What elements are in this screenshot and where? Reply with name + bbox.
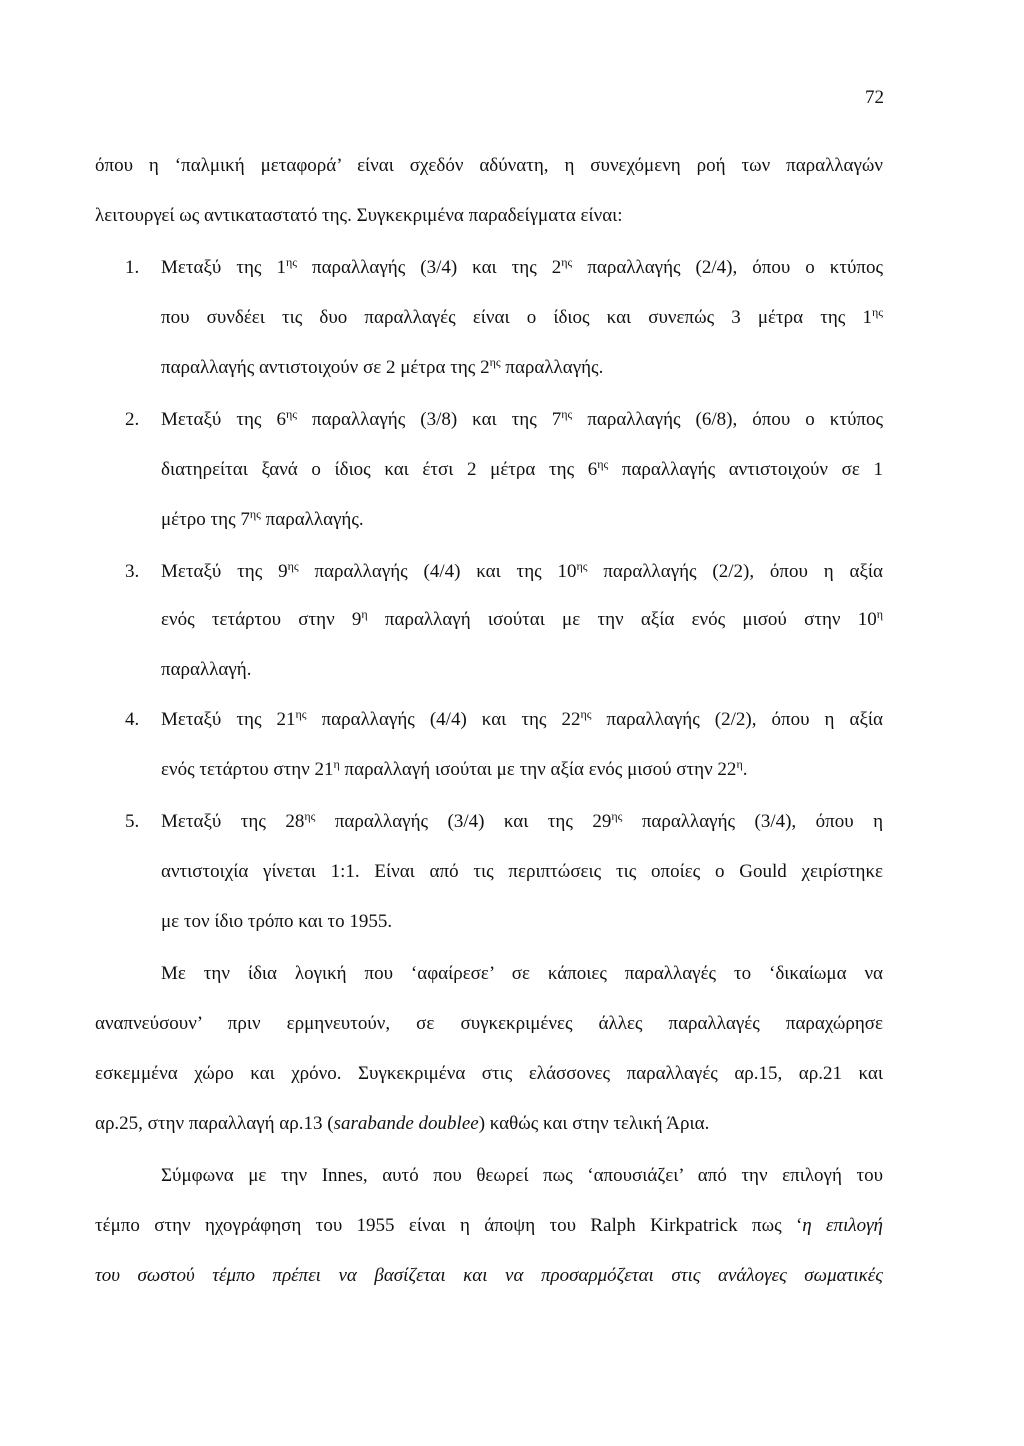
page-number: 72 <box>865 87 884 108</box>
paragraph-2-line-2: αναπνεύσουν’ πριν ερμηνευτούν, σε συγκεκριμένες άλλες παραλλαγές παραχώρησε <box>95 1013 883 1034</box>
paragraph-2-line-4: αρ.25, στην παραλλαγή αρ.13 (sarabande doublee) καθώς και στην τελική Άρια. <box>95 1113 710 1134</box>
paragraph-3-line-3: του σωστού τέμπο πρέπει να βασίζεται και να προσαρμόζεται στις ανάλογες σωματικές <box>95 1265 883 1286</box>
paragraph-3-line-2: τέμπο στην ηχογράφηση του 1955 είναι η άποψη του Ralph Kirkpatrick πως ‘η επιλογή <box>95 1215 883 1236</box>
list-item-number: 1. <box>125 257 140 278</box>
list-item-5-line-1: Μεταξύ της $28^{\eta\varsigma}$ παραλλαγής (3/4) και της $29^{\eta\varsigma}$ παραλλαγής (3/4), όπου η <box>161 810 883 832</box>
list-item-2-line-3: μέτρο της $7^{\eta\varsigma}$ παραλλαγής. <box>161 507 364 530</box>
list-item-3-line-3: παραλλαγή. <box>161 659 252 680</box>
list-item-number: 4. <box>125 709 140 730</box>
list-item-number: 5. <box>125 811 140 832</box>
list-item-number: 2. <box>125 409 140 430</box>
list-item-number: 3. <box>125 561 140 582</box>
paragraph-3-line-1: Σύμφωνα με την Innes, αυτό που θεωρεί πως ‘απουσιάζει’ από την επιλογή του <box>161 1165 883 1186</box>
paragraph-2-line-3: εσκεμμένα χώρο και χρόνο. Συγκεκριμένα στις ελάσσονες παραλλαγές αρ.15, αρ.21 και <box>95 1063 883 1084</box>
list-item-1-line-2: που συνδέει τις δυο παραλλαγές είναι ο ίδιος και συνεπώς 3 μέτρα της $1^{\eta\varsigma}$ <box>161 306 883 328</box>
intro-line-1: όπου η ‘παλμική μεταφορά’ είναι σχεδόν αδύνατη, η συνεχόμενη ροή των παραλλαγών <box>95 155 883 176</box>
list-item-3-line-2: ενός τετάρτου στην $9^\eta$ παραλλαγή ισούται με την αξία ενός μισού στην $10^\eta$ <box>161 608 883 630</box>
list-item-4-line-1: Μεταξύ της $21^{\eta\varsigma}$ παραλλαγής (4/4) και της $22^{\eta\varsigma}$ παραλλαγής (2/2), όπου η αξία <box>161 708 883 730</box>
paragraph-2-line-1: Με την ίδια λογική που ‘αφαίρεσε’ σε κάποιες παραλλαγές το ‘δικαίωμα να <box>161 963 883 984</box>
list-item-5-line-2: αντιστοιχία γίνεται 1:1. Είναι από τις περιπτώσεις τις οποίες ο Gould χειρίστηκε <box>161 861 883 882</box>
list-item-1-line-1: Μεταξύ της $1^{\eta\varsigma}$ παραλλαγής (3/4) και της $2^{\eta\varsigma}$ παραλλαγής (2/4), όπου ο κτύπος <box>161 256 883 278</box>
list-item-2-line-1: Μεταξύ της $6^{\eta\varsigma}$ παραλλαγής (3/8) και της $7^{\eta\varsigma}$ παραλλαγής (6/8), όπου ο κτύπος <box>161 408 883 430</box>
list-item-4-line-2: ενός τετάρτου στην $21^\eta$ παραλλαγή ισούται με την αξία ενός μισού στην $22^\eta$. <box>161 757 748 780</box>
intro-line-2: λειτουργεί ως αντικαταστατό της. Συγκεκριμένα παραδείγματα είναι: <box>95 205 623 226</box>
italic-title: sarabande doublee <box>333 1113 479 1134</box>
list-item-5-line-3: με τον ίδιο τρόπο και το 1955. <box>161 911 393 932</box>
list-item-1-line-3: παραλλαγής αντιστοιχούν σε 2 μέτρα της $2^{\eta\varsigma}$ παραλλαγής. <box>161 355 604 378</box>
list-item-3-line-1: Μεταξύ της $9^{\eta\varsigma}$ παραλλαγής (4/4) και της $10^{\eta\varsigma}$ παραλλαγής (2/2), όπου η αξία <box>161 560 883 582</box>
list-item-2-line-2: διατηρείται ξανά ο ίδιος και έτσι 2 μέτρα της $6^{\eta\varsigma}$ παραλλαγής αντιστοιχούν σε 1 <box>161 458 883 480</box>
